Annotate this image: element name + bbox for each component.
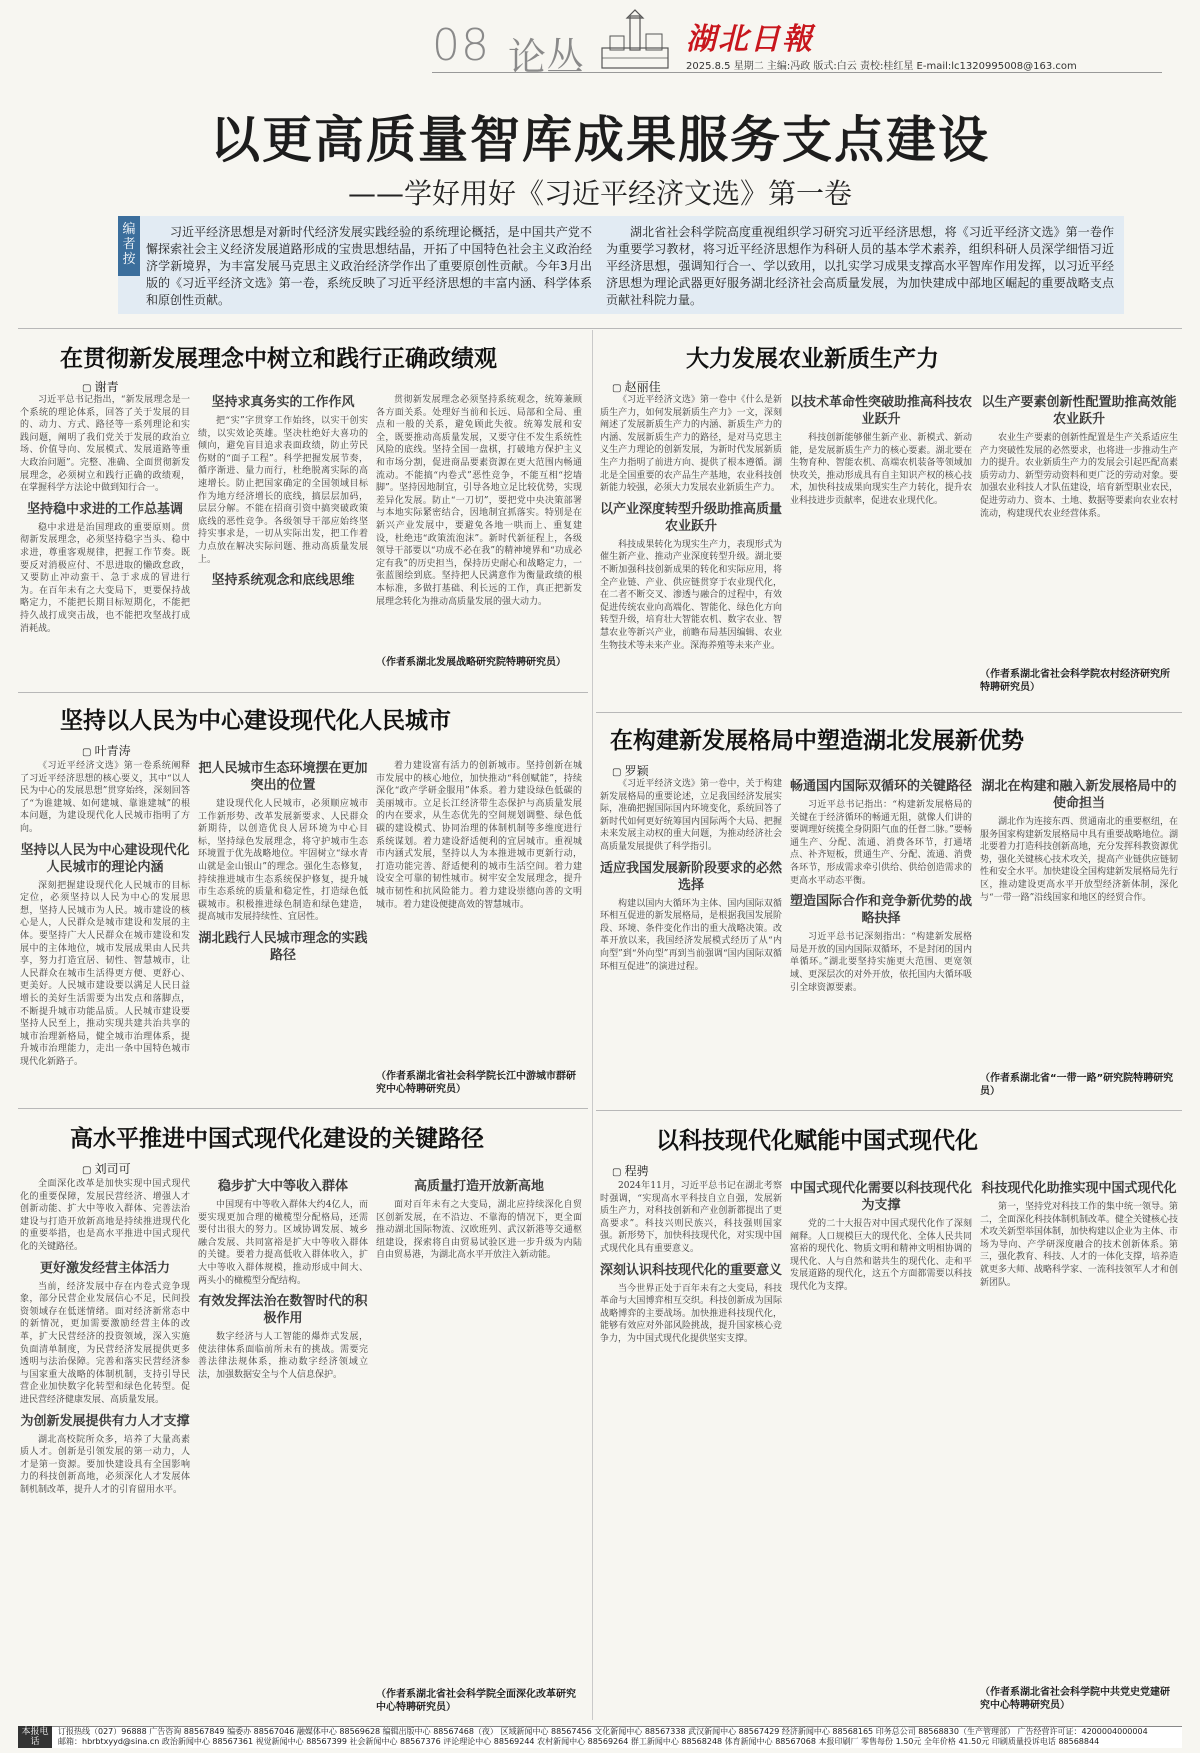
- editor-note-label: 编者按: [118, 216, 140, 276]
- paragraph: 湖北高校院所众多，培养了大量高素质人才。创新是引领发展的第一动力，人才是第一资源。要加快建设具有全国影响力的科技创新高地，必须深化人才发展体制机制改革，提升人才的引育留用水平。: [20, 1434, 190, 1495]
- section-heading: 以生产要素创新性配置助推高效能农业跃升: [981, 395, 1177, 427]
- section-heading: 湖北践行人民城市理念的实践路径: [198, 930, 368, 963]
- author-affiliation: （作者系湖北省社会科学院长江中游城市群研究中心特聘研究员）: [376, 1071, 576, 1095]
- paragraph: 深刻把握建设现代化人民城市的目标定位，必须坚持以人民为中心的发展思想，坚持人民城市为人民。城市建设的核心是人，人民群众是城市建设和发展的主体。要坚持广大人民群众在城市建设和发展中的主体地位，城市发展成果由人民共享，努力打造宜居、韧性、智慧城市，让人民群众在城市生活得更方便、更舒心、更美好。人民城市建设要以满足人民日益增长的美好生活需要为出发点和落脚点，不断提升城市功能品质。人民城市建设要坚持人民至上，推动实现共建共治共享的城市治理新格局，健全城市治理体系，提升城市治理能力，走出一条中国特色城市现代化新路子。: [20, 880, 190, 1067]
- section-heading: 稳步扩大中等收入群体: [217, 1179, 348, 1194]
- section-heading: 深刻认识科技现代化的重要意义: [600, 1262, 782, 1278]
- author-affiliation: （作者系湖北省社会科学院中共党史党建研究中心特聘研究员）: [980, 1687, 1170, 1711]
- tower-illustration-icon: [600, 8, 670, 70]
- author-affiliation: （作者系湖北省社会科学院全面深化改革研究中心特聘研究员）: [376, 1689, 576, 1713]
- article-author: ▢ 谢青: [82, 378, 119, 395]
- paragraph: 贯彻新发展理念必须坚持系统观念，统筹兼顾各方面关系。处理好当前和长远、局部和全局、重点和一般的关系，避免顾此失彼。统筹发展和安全，既要推动高质量发展，又要守住不发生系统性风险的底线。坚持全国一盘棋，打破地方保护主义和市场分割，促进商品要素资源在更大范围内畅通流动。不能搞“内卷式”恶性竞争，不能互相“挖墙脚”。坚持因地制宜，引导各地立足比较优势，实现差异化发展。防止“一刀切”，要把党中央决策部署与本地实际紧密结合，因地制宜抓落实。特别是在新兴产业发展中，要避免各地一哄而上、重复建设，杜绝违“政策流泡沫”。新时代新征程上，各级领导干部要以“功成不必在我”的精神境界和“功成必定有我”的历史担当，保持历史耐心和战略定力，一张蓝图绘到底。坚持把人民满意作为衡量政绩的根本标准，多做打基础、利长远的工作，真正把新发展理念转化为推动高质量发展的强大动力。: [376, 395, 582, 607]
- rule-left-2: [18, 1108, 588, 1109]
- paragraph: 中国现有中等收入群体大约4亿人，而要实现更加合理的橄榄型分配格局，还需要付出很大的努力。区域协调发展、城乡融合发展、共同富裕是扩大中等收入群体的关键。要着力提高低收入群体收入，扩大中等收入群体规模，推动形成中间大、两头小的橄榄型分配结构。: [198, 1200, 368, 1286]
- paragraph: 当前，经济发展中存在内卷式竞争现象，部分民营企业发展信心不足，民间投资领域存在低迷情绪。面对经济新常态中的新情况，更加需要激励经营主体的改革，扩大民营经济的投资领域，深入实施负面清单制度，为民营经济发展提供更多透明与法治保障。完善和落实民营经济参与国家重大战略的体制机制，支持引导民营企业加快数字化转型和绿色化转型。促进民营经济健康发展、高质量发展。: [20, 1281, 190, 1405]
- article-body-column: [790, 394, 972, 706]
- section-heading: 高质量打造开放新高地: [413, 1179, 544, 1194]
- paragraph: 数字经济与人工智能的爆炸式发展，使法律体系面临前所未有的挑战。需要完善法律法规体系，推动数字经济领域立法，加强数据安全与个人信息保护。: [198, 1332, 368, 1380]
- article-body-column: [376, 1178, 582, 1678]
- author-affiliation: （作者系湖北省社会科学院农村经济研究所特聘研究员）: [980, 669, 1170, 693]
- footer-contacts-line1: 订报热线（027）96888 广告咨询 88567849 编委办 88567046 融媒体中心 88569628 编辑出版中心 88567468（夜） 区域新闻中心 88567456 文化新闻中心 88567338 武汉新闻中心 88567429 经济新闻中心 88568165 印务总公司 88568830（生产管理部） 广告经营许可证：4200004000004: [58, 1727, 1148, 1736]
- section-heading: 坚持稳中求进的工作总基调: [26, 501, 183, 517]
- paragraph: 习近平总书记指出：“构建新发展格局的关键在于经济循环的畅通无阻，就像人们讲的要调理好统揽全身阴阳气血的任督二脉。”要畅通生产、分配、流通、消费各环节，打通堵点、补齐短板，贯通生产、分配、流通、消费各环节，形成需求牵引供给、供给创造需求的更高水平动态平衡。: [790, 800, 972, 886]
- article-body-column: [376, 760, 582, 1066]
- issue-info: 2025.8.5 星期二 主编:冯政 版式:白云 责校:桂红星 E-mail:lc1320995008@163.com: [686, 61, 1077, 72]
- article-title: 坚持以人民为中心建设现代化人民城市: [60, 708, 451, 734]
- article-author: ▢ 叶青涛: [82, 742, 131, 759]
- section-heading: 适应我国发展新阶段要求的必然选择: [600, 860, 782, 893]
- paragraph: 稳中求进是治国理政的重要原则。贯彻新发展理念，必须坚持稳字当头、稳中求进，尊重客观规律，把握工作节奏。既要反对消极应付、不思进取的懒政怠政，又要防止冲动蛮干、急于求成的冒进行为。在百年未有之大变局下，更要保持战略定力，不能把长期目标短期化，不能把持久战打成突击战，也不能把攻坚战打成消耗战。: [20, 522, 190, 634]
- section-heading: 科技现代化助推实现中国式现代化: [981, 1181, 1177, 1196]
- paragraph: 党的二十大报告对中国式现代化作了深刻阐释。人口规模巨大的现代化、全体人民共同富裕的现代化、物质文明和精神文明相协调的现代化、人与自然和谐共生的现代化、走和平发展道路的现代化，这五个方面都需要以科技现代化为支撑。: [790, 1219, 972, 1292]
- footer-label: 本报电话: [18, 1726, 52, 1748]
- section-heading: 坚持系统观念和底线思维: [211, 573, 355, 589]
- rule-top: [18, 328, 1182, 329]
- section-heading: 把人民城市生态环境摆在更加突出的位置: [198, 761, 368, 793]
- paragraph: 《习近平经济文选》第一卷中，关于构建新发展格局的重要论述，立足我国经济发展实际，准确把握国际国内环境变化，系统回答了新时代如何更好统筹国内国际两个大局、把握未来发展主动权的重大问题，为推动经济社会高质量发展提供了科学指引。: [600, 779, 782, 852]
- section-heading: 更好激发经营主体活力: [39, 1260, 170, 1276]
- editor-note-left: 习近平经济思想是对新时代经济发展实践经验的系统理论概括，是中国共产党不懈探索社会主义经济发展道路形成的宝贵思想结晶，开拓了中国特色社会主义政治经济学新境界，为丰富发展马克思主义政治经济学作出了重要原创性贡献。今年3月出版的《习近平经济文选》第一卷，系统反映了习近平经济思想的丰富内涵、科学体系和原创性贡献。: [146, 225, 592, 307]
- center-column-rule: [592, 330, 593, 1720]
- section-heading: 塑造国际合作和竞争新优势的战略抉择: [790, 894, 972, 927]
- paragraph: 科技创新能够催生新产业、新模式、新动能，是发展新质生产力的核心要素。湖北要在生物育种、智能农机、高端农机装备等领域加快攻关，推动形成具有自主知识产权的核心技术，加快科技成果向现实生产力转化，提升农业科技进步贡献率，促进农业现代化。: [790, 433, 972, 506]
- article-body-column: [198, 1178, 368, 1718]
- article-author: ▢ 罗颖: [612, 762, 649, 779]
- paragraph: 着力建设富有活力的创新城市。坚持创新在城市发展中的核心地位，加快推动“科创赋能”，持续深化“政产学研金服用”体系。着力建设绿色低碳的美丽城市。立足长江经济带生态保护与高质量发展的内在要求，从生态优先的空间规划调整、绿色低碳的建设模式、协同治理的体制机制等多维度进行系统谋划。着力建设舒适便利的宜居城市。重视城市内涵式发展，坚持以人为本推进城市更新行动，打造功能完善、舒适便利的城市生活空间。着力建设安全可靠的韧性城市。树牢安全发展理念，提升城市韧性和抗风险能力。着力建设崇德向善的文明城市。着力建设便捷高效的智慧城市。: [376, 761, 582, 910]
- paragraph: 把“实”字贯穿工作始终，以实干创实绩，以实效论英雄。坚决杜绝好大喜功的倾向，避免盲目追求表面政绩，防止劳民伤财的“面子工程”。科学把握发展节奏，循序渐进、量力而行，杜绝脱离实际的高速增长。防止把国家确定的全国领域目标作为地方经济增长的底线，搞层层加码，层层分解。不能在招商引资中搞突破政策底线的恶性竞争。各级领导干部应始终坚持实事求是，一切从实际出发，把工作着力点放在解决实际问题、推动高质量发展上。: [198, 416, 368, 565]
- paragraph: 当今世界正处于百年未有之大变局，科技革命与大国博弈相互交织。科技创新成为国际战略博弈的主要战场。加快推进科技现代化，能够有效应对外部风险挑战，提升国家核心竞争力，为中国式现代化提供坚实支撑。: [600, 1283, 782, 1344]
- author-affiliation: （作者系湖北发展战略研究院特聘研究员）: [376, 657, 566, 668]
- article-body-column: [980, 394, 1178, 662]
- rule-right-2: [596, 1110, 1182, 1111]
- article-author: ▢ 程骋: [612, 1162, 649, 1179]
- paragraph: 构建以国内大循环为主体、国内国际双循环相互促进的新发展格局，是根据我国发展阶段、环境、条件变化作出的重大战略决策。改革开放以来，我国经济发展模式经历了从“内向型”到“外向型”再到当前强调“国内国际双循环相互促进”的演进过程。: [600, 898, 782, 972]
- article-author: ▢ 赵丽佳: [612, 378, 661, 395]
- article-body-column: [790, 778, 972, 1100]
- article-body-column: [20, 760, 190, 1100]
- page-headline: 以更高质量智库成果服务支点建设: [210, 111, 990, 169]
- paragraph: 习近平总书记深刻指出：“构建新发展格局是开放的国内国际双循环，不是封闭的国内单循环。”湖北要坚持实施更大范围、更宽领域、更深层次的对外开放，依托国内大循环吸引全球资源要素。: [790, 932, 972, 993]
- article-body-column: [198, 760, 368, 1100]
- article-body-column: [20, 1178, 190, 1718]
- article-body-column: [376, 394, 582, 652]
- section-heading: 以技术革命性突破助推高科技农业跃升: [790, 395, 972, 427]
- section-name: 论丛: [508, 35, 585, 79]
- article-body-column: [980, 778, 1178, 1066]
- paragraph: 建设现代化人民城市，必须顺应城市工作新形势、改革发展新要求、人民群众新期待，以创造优良人居环境为中心目标，坚持绿色发展理念，将守护城市生态环境置于优先战略地位。牢固树立“绿水青山就是金山银山”的理念。强化生态修复，持续推进城市生态系统保护修复，提升城市生态系统的质量和稳定性，打造绿色低碳城市。积极推进绿色制造和绿色建造，提高城市发展持续性、宜居性。: [198, 799, 368, 923]
- author-affiliation: （作者系湖北省“一带一路”研究院特聘研究员）: [980, 1073, 1174, 1097]
- newspaper-logo: 湖北日報: [686, 22, 814, 57]
- paragraph: 湖北作为连接东西、贯通南北的重要枢纽，在服务国家构建新发展格局中具有重要战略地位。湖北要着力打造科技创新高地，充分发挥科教资源优势，强化关键核心技术攻关，提高产业链供应链韧性和安全水平。加快建设全国构建新发展格局先行区，推动建设更高水平开放型经济新体制，深化与“一带一路”沿线国家和地区的经贸合作。: [980, 817, 1178, 903]
- paragraph: 2024年11月，习近平总书记在湖北考察时强调，“实现高水平科技自立自强，发展新质生产力，对科技创新和产业创新都提出了更高要求”。科技兴则民族兴，科技强则国家强。新形势下，加快科技现代化，对实现中国式现代化具有重要意义。: [600, 1181, 782, 1254]
- article-body-column: [198, 394, 368, 686]
- article-title: 大力发展农业新质生产力: [686, 346, 939, 372]
- paragraph: 面对百年未有之大变局，湖北应持续深化自贸区创新发展，在不沿边、不靠海的情况下，更全面推动湖北国际物流、汉欧班列、武汉新港等交通枢纽建设，探索将自由贸易试验区进一步升级为内陆自由贸易港，为湖北高水平开放注入新动能。: [376, 1200, 582, 1261]
- masthead-divider: [432, 72, 1162, 73]
- section-heading: 为创新发展提供有力人才支撑: [20, 1413, 190, 1429]
- rule-right-1: [596, 712, 1182, 713]
- paragraph: 全面深化改革是加快实现中国式现代化的重要保障，发展民营经济、增强人才创新动能、扩大中等收入群体、完善法治建设与打造开放新高地是持续推进现代化的重要举措，也是高水平推进中国式现代化的关键路径。: [20, 1179, 190, 1252]
- page-number: 08: [432, 20, 490, 71]
- article-body-column: [790, 1180, 972, 1718]
- article-body-column: [980, 1180, 1178, 1680]
- section-heading: 湖北在构建和融入新发展格局中的使命担当: [981, 779, 1177, 811]
- page-subheadline: ——学好用好《习近平经济文选》第一卷: [347, 177, 852, 210]
- footer-contacts-line2: 邮箱：hbrbtxyyd@sina.cn 政治新闻中心 88567361 视觉新闻中心 88567399 社会新闻中心 88567376 评论理论中心 88569244 农村新闻中心 88569264 群工新闻中心 88568248 体育新闻中心 88567068 本报印刷厂 零售每份 1.50元 全年价格 41.50元 印刷质量投诉电话 88568844: [58, 1737, 1100, 1746]
- article-body-column: [600, 778, 782, 1100]
- section-heading: 坚持以人民为中心建设现代化人民城市的理论内涵: [20, 842, 190, 875]
- article-title: 在贯彻新发展理念中树立和践行正确政绩观: [60, 346, 497, 372]
- section-heading: 中国式现代化需要以科技现代化为支撑: [790, 1181, 972, 1213]
- section-heading: 有效发挥法治在数智时代的积极作用: [198, 1294, 368, 1327]
- paragraph: 《习近平经济文选》第一卷系统阐释了习近平经济思想的核心要义，其中“以人民为中心的发展思想”贯穿始终，深刻回答了“为谁建城、如何建城、靠谁建城”的根本问题，为建设现代化人民城市指明了方向。: [20, 761, 190, 834]
- editor-note-right: 湖北省社会科学院高度重视组织学习研究习近平经济思想，将《习近平经济文选》第一卷作为重要学习教材，将习近平经济思想作为科研人员的基本学术素养，组织科研人员深学细悟习近平经济思想，强调知行合一、学以致用，以扎实学习成果支撑高水平智库作用发挥，以习近平经济思想为理论武器更好服务湖北经济社会高质量发展，为加快建成中部地区崛起的重要战略支点贡献社科院力量。: [606, 225, 1114, 307]
- article-title: 在构建新发展格局中塑造湖北发展新优势: [610, 728, 1024, 754]
- paragraph: 农业生产要素的创新性配置是生产关系适应生产力突破性发展的必然要求，也将进一步推动生产力的提升。农业新质生产力的发展会引起匹配高素质劳动力、新型劳动资料和更广泛的劳动对象。要加强农业科技人才队伍建设，培育新型职业农民，促进劳动力、资本、土地、数据等要素向农业农村流动，构建现代农业经营体系。: [980, 433, 1178, 519]
- paragraph: 习近平总书记指出，“新发展理念是一个系统的理论体系，回答了关于发展的目的、动力、方式、路径等一系列理论和实践问题，阐明了我们党关于发展的政治立场、价值导向、发展模式、发展道路等重大政治问题”。完整、准确、全面贯彻新发展理念，必须树立和践行正确的政绩观，在掌握科学方法论中做到知行合一。: [20, 395, 190, 494]
- section-heading: 坚持求真务实的工作作风: [211, 395, 355, 410]
- article-body-column: [20, 394, 190, 686]
- article-body-column: [600, 1180, 782, 1718]
- article-author: ▢ 刘司可: [82, 1160, 131, 1177]
- section-heading: 以产业深度转型升级助推高质量农业跃升: [600, 501, 782, 534]
- paragraph: 第一，坚持党对科技工作的集中统一领导。第二，全面深化科技体制机制改革。健全关键核心技术攻关新型举国体制，加快构建以企业为主体、市场为导向、产学研深度融合的技术创新体系。第三，强化教育、科技、人才的一体化支撑，培养造就更多大师、战略科学家、一流科技领军人才和创新团队。: [980, 1202, 1178, 1288]
- section-heading: 畅通国内国际双循环的关键路径: [790, 779, 972, 794]
- rule-left-1: [18, 692, 588, 693]
- article-title: 高水平推进中国式现代化建设的关键路径: [70, 1126, 484, 1152]
- article-title: 以科技现代化赋能中国式现代化: [656, 1128, 978, 1154]
- paragraph: 科技成果转化为现实生产力，表现形式为催生新产业、推动产业深度转型升级。湖北要不断加强科技创新成果的转化和实际应用，将全产业链、产业、供应链贯穿于农业现代化，在二者不断交叉、渗透与融合的过程中，有效促进传统农业向高端化、智能化、绿色化方向转型升级，培育壮大智能农机、数字农业、智慧农业等新兴产业，前瞻布局基因编辑、农业生物技术等未来产业。深海养殖等未来产业。: [600, 539, 782, 651]
- paragraph: 《习近平经济文选》第一卷中《什么是新质生产力，如何发展新质生产力》一文，深刻阐述了发展新质生产力的内涵、新质生产力的内涵、发展新质生产力的路径，是对马克思主义生产力理论的创新发展，为新时代发展新质生产力指明了前进方向、提供了根本遵循。湖北是全国重要的农产品生产基地，农业科技创新能力较强，必须大力发展农业新质生产力。: [600, 395, 782, 494]
- article-body-column: [600, 394, 782, 706]
